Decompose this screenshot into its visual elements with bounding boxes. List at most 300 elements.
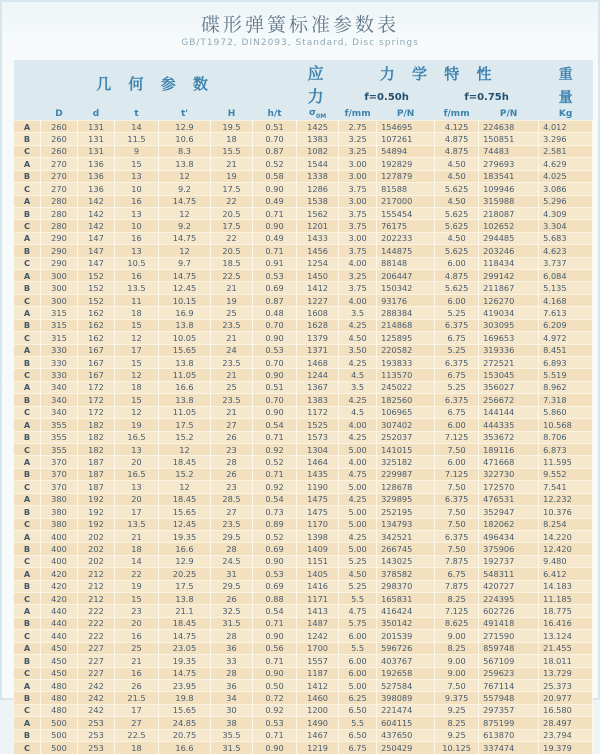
table-cell: 0.90 bbox=[253, 332, 297, 344]
table-cell: 14.75 bbox=[159, 667, 211, 679]
table-cell: 18.45 bbox=[159, 617, 211, 629]
table-cell: 18.45 bbox=[159, 493, 211, 505]
table-body bbox=[14, 121, 593, 754]
col-header-type bbox=[14, 107, 41, 121]
table-cell: 22 bbox=[211, 195, 253, 207]
table-cell: 22 bbox=[115, 568, 159, 580]
table-cell: 192 bbox=[78, 518, 115, 530]
table-cell: 26 bbox=[211, 468, 253, 480]
table-cell: 54894 bbox=[377, 145, 435, 157]
table-row bbox=[14, 692, 593, 704]
table-cell: 76175 bbox=[377, 220, 435, 232]
table-cell: 182062 bbox=[479, 518, 539, 530]
table-cell: 22 bbox=[211, 232, 253, 244]
table-cell: 280 bbox=[41, 195, 78, 207]
table-cell: 222 bbox=[78, 605, 115, 617]
table-cell: 13.8 bbox=[159, 394, 211, 406]
table-cell: 0.70 bbox=[253, 394, 297, 406]
table-cell: 1416 bbox=[297, 580, 339, 592]
table-cell: 476531 bbox=[479, 493, 539, 505]
table-cell: 15 bbox=[115, 319, 159, 331]
table-cell: 144875 bbox=[377, 245, 435, 257]
table-cell: 0.90 bbox=[253, 220, 297, 232]
table-cell: 13 bbox=[115, 481, 159, 493]
table-cell: 16.9 bbox=[159, 307, 211, 319]
table-cell: 5.625 bbox=[435, 183, 479, 195]
table-cell: 299142 bbox=[479, 270, 539, 282]
table-cell: 21.455 bbox=[539, 642, 593, 654]
table-row bbox=[14, 431, 593, 443]
table-cell: 242 bbox=[78, 679, 115, 691]
table-cell: 5.25 bbox=[339, 555, 377, 567]
table-cell: 7.50 bbox=[435, 506, 479, 518]
table-cell: 147 bbox=[78, 232, 115, 244]
table-cell: 403767 bbox=[377, 655, 435, 667]
table-cell: 16 bbox=[115, 232, 159, 244]
table-cell: 307402 bbox=[377, 419, 435, 431]
table-cell: 9.480 bbox=[539, 555, 593, 567]
table-cell: 193833 bbox=[377, 357, 435, 369]
table-cell: 3.75 bbox=[339, 282, 377, 294]
table-cell: 500 bbox=[41, 729, 78, 741]
table-cell: A bbox=[14, 568, 41, 580]
table-cell: 12.45 bbox=[159, 282, 211, 294]
table-cell: A bbox=[14, 642, 41, 654]
table-cell: 480 bbox=[41, 704, 78, 716]
table-cell: 280 bbox=[41, 207, 78, 219]
table-cell: 5.00 bbox=[339, 443, 377, 455]
table-cell: 356027 bbox=[479, 381, 539, 393]
table-cell: 27 bbox=[211, 506, 253, 518]
table-cell: 153045 bbox=[479, 369, 539, 381]
table-cell: 9.00 bbox=[435, 630, 479, 642]
table-cell: 437650 bbox=[377, 729, 435, 741]
col-header-kg: Kg bbox=[539, 107, 593, 121]
table-cell: 613870 bbox=[479, 729, 539, 741]
table-cell: 16.6 bbox=[159, 381, 211, 393]
table-cell: 131 bbox=[78, 145, 115, 157]
table-cell: 18 bbox=[115, 307, 159, 319]
col-header-H: H bbox=[211, 107, 253, 121]
table-cell: 420 bbox=[41, 580, 78, 592]
table-row bbox=[14, 232, 593, 244]
table-cell: 19.35 bbox=[159, 530, 211, 542]
table-row bbox=[14, 344, 593, 356]
table-row bbox=[14, 133, 593, 145]
group-header-geometry: 几 何 参 数 bbox=[14, 60, 297, 107]
table-cell: 1456 bbox=[297, 245, 339, 257]
table-cell: 260 bbox=[41, 133, 78, 145]
table-cell: 7.541 bbox=[539, 481, 593, 493]
table-row bbox=[14, 121, 593, 133]
table-cell: 23 bbox=[211, 481, 253, 493]
table-cell: 23.05 bbox=[159, 642, 211, 654]
table-cell: 1082 bbox=[297, 145, 339, 157]
table-row bbox=[14, 617, 593, 629]
table-cell: 23.5 bbox=[211, 518, 253, 530]
col-header-t: t bbox=[115, 107, 159, 121]
table-cell: 12.45 bbox=[159, 518, 211, 530]
table-cell: 1557 bbox=[297, 655, 339, 667]
table-cell: 38 bbox=[211, 717, 253, 729]
table-cell: 13.5 bbox=[115, 518, 159, 530]
table-cell: 202 bbox=[78, 543, 115, 555]
table-cell: 329895 bbox=[377, 493, 435, 505]
table-row bbox=[14, 642, 593, 654]
table-cell: C bbox=[14, 257, 41, 269]
table-cell: 28 bbox=[211, 456, 253, 468]
table-cell: 16.580 bbox=[539, 704, 593, 716]
table-cell: 32.5 bbox=[211, 605, 253, 617]
col-header-f-mm-075: f/mm bbox=[435, 107, 479, 121]
table-cell: C bbox=[14, 220, 41, 232]
table-cell: 0.71 bbox=[253, 431, 297, 443]
table-cell: 20.75 bbox=[159, 729, 211, 741]
table-cell: 10.15 bbox=[159, 294, 211, 306]
table-cell: 3.5 bbox=[339, 307, 377, 319]
table-cell: 294485 bbox=[479, 232, 539, 244]
table-cell: 6.873 bbox=[539, 443, 593, 455]
table-cell: 0.52 bbox=[253, 456, 297, 468]
table-cell: 1244 bbox=[297, 369, 339, 381]
table-cell: 297357 bbox=[479, 704, 539, 716]
table-cell: 0.51 bbox=[253, 381, 297, 393]
table-cell: 1151 bbox=[297, 555, 339, 567]
table-cell: 9.2 bbox=[159, 183, 211, 195]
table-cell: 7.50 bbox=[435, 443, 479, 455]
table-cell: 15.65 bbox=[159, 704, 211, 716]
col-header-d: d bbox=[78, 107, 115, 121]
table-cell: 4.875 bbox=[435, 270, 479, 282]
table-cell: 29.5 bbox=[211, 580, 253, 592]
table-cell: 0.53 bbox=[253, 717, 297, 729]
table-cell: 3.5 bbox=[339, 381, 377, 393]
table-cell: 20 bbox=[115, 617, 159, 629]
table-cell: 0.53 bbox=[253, 344, 297, 356]
table-cell: 224395 bbox=[479, 593, 539, 605]
table-cell: 15 bbox=[115, 394, 159, 406]
table-cell: 11.5 bbox=[115, 133, 159, 145]
table-cell: 12.232 bbox=[539, 493, 593, 505]
group-header-stress: 应 力 bbox=[297, 60, 339, 107]
table-cell: 31.5 bbox=[211, 617, 253, 629]
table-cell: 342521 bbox=[377, 530, 435, 542]
table-cell: 242 bbox=[78, 704, 115, 716]
table-cell: 4.25 bbox=[339, 319, 377, 331]
table-cell: 6.00 bbox=[435, 419, 479, 431]
table-cell: 1171 bbox=[297, 593, 339, 605]
table-cell: 222 bbox=[78, 630, 115, 642]
table-cell: 12 bbox=[115, 406, 159, 418]
table-row bbox=[14, 568, 593, 580]
table-cell: 253 bbox=[78, 717, 115, 729]
table-cell: 9.00 bbox=[435, 655, 479, 667]
table-cell: 7.50 bbox=[435, 543, 479, 555]
table-cell: 1286 bbox=[297, 183, 339, 195]
table-cell: A bbox=[14, 605, 41, 617]
table-cell: 252037 bbox=[377, 431, 435, 443]
table-cell: 23.5 bbox=[211, 319, 253, 331]
table-cell: 10.568 bbox=[539, 419, 593, 431]
table-cell: 450 bbox=[41, 667, 78, 679]
table-cell: 212 bbox=[78, 580, 115, 592]
table-cell: 380 bbox=[41, 493, 78, 505]
table-cell: 0.92 bbox=[253, 481, 297, 493]
table-cell: 172 bbox=[78, 406, 115, 418]
table-cell: 420 bbox=[41, 568, 78, 580]
table-cell: 0.92 bbox=[253, 443, 297, 455]
table-cell: 1475 bbox=[297, 493, 339, 505]
table-cell: 109946 bbox=[479, 183, 539, 195]
table-cell: 8.625 bbox=[435, 617, 479, 629]
table-cell: 26 bbox=[115, 679, 159, 691]
table-cell: 1398 bbox=[297, 530, 339, 542]
table-cell: 6.00 bbox=[435, 456, 479, 468]
page-title: 碟形弹簧标准参数表 bbox=[200, 14, 399, 36]
table-cell: 0.92 bbox=[253, 704, 297, 716]
table-cell: 496434 bbox=[479, 530, 539, 542]
table-cell: 272521 bbox=[479, 357, 539, 369]
table-cell: 214868 bbox=[377, 319, 435, 331]
table-row bbox=[14, 170, 593, 182]
table-cell: 4.875 bbox=[435, 145, 479, 157]
table-cell: 0.70 bbox=[253, 133, 297, 145]
col-header-f-mm-050: f/mm bbox=[339, 107, 377, 121]
table-cell: 165831 bbox=[377, 593, 435, 605]
table-cell: 11.185 bbox=[539, 593, 593, 605]
table-cell: C bbox=[14, 742, 41, 754]
table-row bbox=[14, 245, 593, 257]
table-cell: 3.75 bbox=[339, 183, 377, 195]
table-row bbox=[14, 518, 593, 530]
table-cell: 3.304 bbox=[539, 220, 593, 232]
table-cell: 182 bbox=[78, 443, 115, 455]
table-cell: 25 bbox=[211, 381, 253, 393]
table-row bbox=[14, 357, 593, 369]
table-cell: 31 bbox=[211, 568, 253, 580]
table-cell: C bbox=[14, 443, 41, 455]
table-cell: 1608 bbox=[297, 307, 339, 319]
table-cell: 187 bbox=[78, 456, 115, 468]
table-cell: 260 bbox=[41, 121, 78, 133]
table-cell: 450 bbox=[41, 642, 78, 654]
table-cell: 5.296 bbox=[539, 195, 593, 207]
table-cell: 18.011 bbox=[539, 655, 593, 667]
table-cell: 4.623 bbox=[539, 245, 593, 257]
table-cell: 9 bbox=[115, 145, 159, 157]
col-header-sigma-0M: $\sigma_{0M}$ bbox=[297, 107, 339, 121]
table-cell: C bbox=[14, 704, 41, 716]
table-cell: 5.00 bbox=[339, 543, 377, 555]
table-cell: 106965 bbox=[377, 406, 435, 418]
table-cell: 29.5 bbox=[211, 530, 253, 542]
table-row bbox=[14, 443, 593, 455]
table-cell: C bbox=[14, 145, 41, 157]
table-cell: 25 bbox=[115, 642, 159, 654]
table-cell: 10.5 bbox=[115, 257, 159, 269]
table-cell: 14.75 bbox=[159, 232, 211, 244]
table-cell: C bbox=[14, 332, 41, 344]
table-cell: 315 bbox=[41, 332, 78, 344]
table-cell: 18 bbox=[211, 133, 253, 145]
table-cell: 7.125 bbox=[435, 431, 479, 443]
table-cell: 4.012 bbox=[539, 121, 593, 133]
table-cell: 1405 bbox=[297, 568, 339, 580]
table-row bbox=[14, 207, 593, 219]
table-cell: 5.00 bbox=[339, 518, 377, 530]
table-cell: 1383 bbox=[297, 133, 339, 145]
table-cell: 183541 bbox=[479, 170, 539, 182]
table-cell: 6.25 bbox=[339, 692, 377, 704]
table-cell: 4.50 bbox=[435, 170, 479, 182]
table-cell: 330 bbox=[41, 369, 78, 381]
table-cell: 227 bbox=[78, 667, 115, 679]
table-cell: B bbox=[14, 468, 41, 480]
table-cell: A bbox=[14, 121, 41, 133]
table-cell: 13.729 bbox=[539, 667, 593, 679]
table-cell: 0.54 bbox=[253, 605, 297, 617]
table-cell: 13.8 bbox=[159, 593, 211, 605]
table-cell: 0.90 bbox=[253, 406, 297, 418]
table-cell: 400 bbox=[41, 543, 78, 555]
table-cell: 0.90 bbox=[253, 183, 297, 195]
table-row bbox=[14, 729, 593, 741]
table-cell: 6.50 bbox=[339, 704, 377, 716]
table-cell: 4.25 bbox=[339, 357, 377, 369]
table-cell: 74483 bbox=[479, 145, 539, 157]
table-cell: 107261 bbox=[377, 133, 435, 145]
table-cell: 20.977 bbox=[539, 692, 593, 704]
table-cell: 5.683 bbox=[539, 232, 593, 244]
table-cell: 15.65 bbox=[159, 506, 211, 518]
table-cell: 325182 bbox=[377, 456, 435, 468]
table-cell: 767114 bbox=[479, 679, 539, 691]
table-cell: 6.00 bbox=[339, 630, 377, 642]
table-cell: 11.05 bbox=[159, 369, 211, 381]
table-cell: 1219 bbox=[297, 742, 339, 754]
table-cell: 6.375 bbox=[435, 530, 479, 542]
table-cell: 3.00 bbox=[339, 195, 377, 207]
table-cell: 12 bbox=[159, 207, 211, 219]
table-cell: A bbox=[14, 456, 41, 468]
table-cell: 5.5 bbox=[339, 642, 377, 654]
table-cell: 4.00 bbox=[339, 294, 377, 306]
table-cell: 440 bbox=[41, 605, 78, 617]
table-cell: 8.706 bbox=[539, 431, 593, 443]
table-cell: 2.581 bbox=[539, 145, 593, 157]
table-cell: 34 bbox=[211, 692, 253, 704]
table-cell: 19 bbox=[211, 294, 253, 306]
table-cell: 28 bbox=[211, 667, 253, 679]
table-cell: 0.71 bbox=[253, 468, 297, 480]
table-cell: C bbox=[14, 667, 41, 679]
table-cell: 7.318 bbox=[539, 394, 593, 406]
table-cell: 0.87 bbox=[253, 145, 297, 157]
table-cell: 1200 bbox=[297, 704, 339, 716]
table-cell: 471668 bbox=[479, 456, 539, 468]
table-row bbox=[14, 145, 593, 157]
table-cell: 21.5 bbox=[115, 692, 159, 704]
table-cell: 337474 bbox=[479, 742, 539, 754]
table-cell: 1412 bbox=[297, 282, 339, 294]
table-cell: 500 bbox=[41, 717, 78, 729]
table-cell: 144144 bbox=[479, 406, 539, 418]
table-cell: 279693 bbox=[479, 158, 539, 170]
table-cell: 0.71 bbox=[253, 207, 297, 219]
table-cell: 1450 bbox=[297, 270, 339, 282]
table-cell: 5.25 bbox=[435, 307, 479, 319]
col-header-h-over-t: h/t bbox=[253, 107, 297, 121]
table-cell: 17.5 bbox=[211, 220, 253, 232]
table-cell: 8.3 bbox=[159, 145, 211, 157]
table-cell: 167 bbox=[78, 344, 115, 356]
table-cell: 9.2 bbox=[159, 220, 211, 232]
table-cell: 0.88 bbox=[253, 593, 297, 605]
table-cell: 3.75 bbox=[339, 220, 377, 232]
table-cell: 11.05 bbox=[159, 406, 211, 418]
table-cell: 252195 bbox=[377, 506, 435, 518]
table-cell: 290 bbox=[41, 257, 78, 269]
table-cell: 12 bbox=[159, 443, 211, 455]
table-cell: 14 bbox=[115, 121, 159, 133]
table-cell: 21 bbox=[211, 332, 253, 344]
table-row bbox=[14, 294, 593, 306]
table-cell: 315 bbox=[41, 307, 78, 319]
table-cell: 270 bbox=[41, 170, 78, 182]
table-cell: 5.860 bbox=[539, 406, 593, 418]
table-cell: 5.519 bbox=[539, 369, 593, 381]
table-cell: 1475 bbox=[297, 506, 339, 518]
table-cell: 3.086 bbox=[539, 183, 593, 195]
table-cell: 81588 bbox=[377, 183, 435, 195]
table-cell: 340 bbox=[41, 394, 78, 406]
table-cell: 355 bbox=[41, 431, 78, 443]
table-cell: 192 bbox=[78, 493, 115, 505]
table-cell: 3.75 bbox=[339, 207, 377, 219]
table-cell: 136 bbox=[78, 183, 115, 195]
table-cell: 7.50 bbox=[435, 679, 479, 691]
table-cell: 218087 bbox=[479, 207, 539, 219]
table-header bbox=[14, 60, 593, 121]
table-cell: 16 bbox=[115, 630, 159, 642]
table-cell: 0.54 bbox=[253, 419, 297, 431]
table-cell: 4.168 bbox=[539, 294, 593, 306]
table-cell: 4.00 bbox=[339, 257, 377, 269]
table-cell: 6.75 bbox=[339, 742, 377, 754]
table-cell: 1187 bbox=[297, 667, 339, 679]
group-header-mechanical: 力 学 特 性 bbox=[339, 60, 539, 87]
table-cell: 0.89 bbox=[253, 518, 297, 530]
table-cell: 0.58 bbox=[253, 170, 297, 182]
table-cell: 10.125 bbox=[435, 742, 479, 754]
table-cell: 4.5 bbox=[339, 406, 377, 418]
table-cell: 7.125 bbox=[435, 605, 479, 617]
table-cell: 1367 bbox=[297, 381, 339, 393]
table-cell: 416424 bbox=[377, 605, 435, 617]
table-cell: 7.125 bbox=[435, 468, 479, 480]
table-cell: 212 bbox=[78, 568, 115, 580]
table-cell: 15.2 bbox=[159, 468, 211, 480]
table-cell: 21 bbox=[211, 158, 253, 170]
table-cell: 1562 bbox=[297, 207, 339, 219]
table-cell: 3.296 bbox=[539, 133, 593, 145]
table-cell: C bbox=[14, 183, 41, 195]
table-cell: 9.25 bbox=[435, 729, 479, 741]
table-cell: 142 bbox=[78, 220, 115, 232]
table-cell: 604115 bbox=[377, 717, 435, 729]
table-cell: 0.69 bbox=[253, 580, 297, 592]
table-cell: 6.50 bbox=[339, 729, 377, 741]
